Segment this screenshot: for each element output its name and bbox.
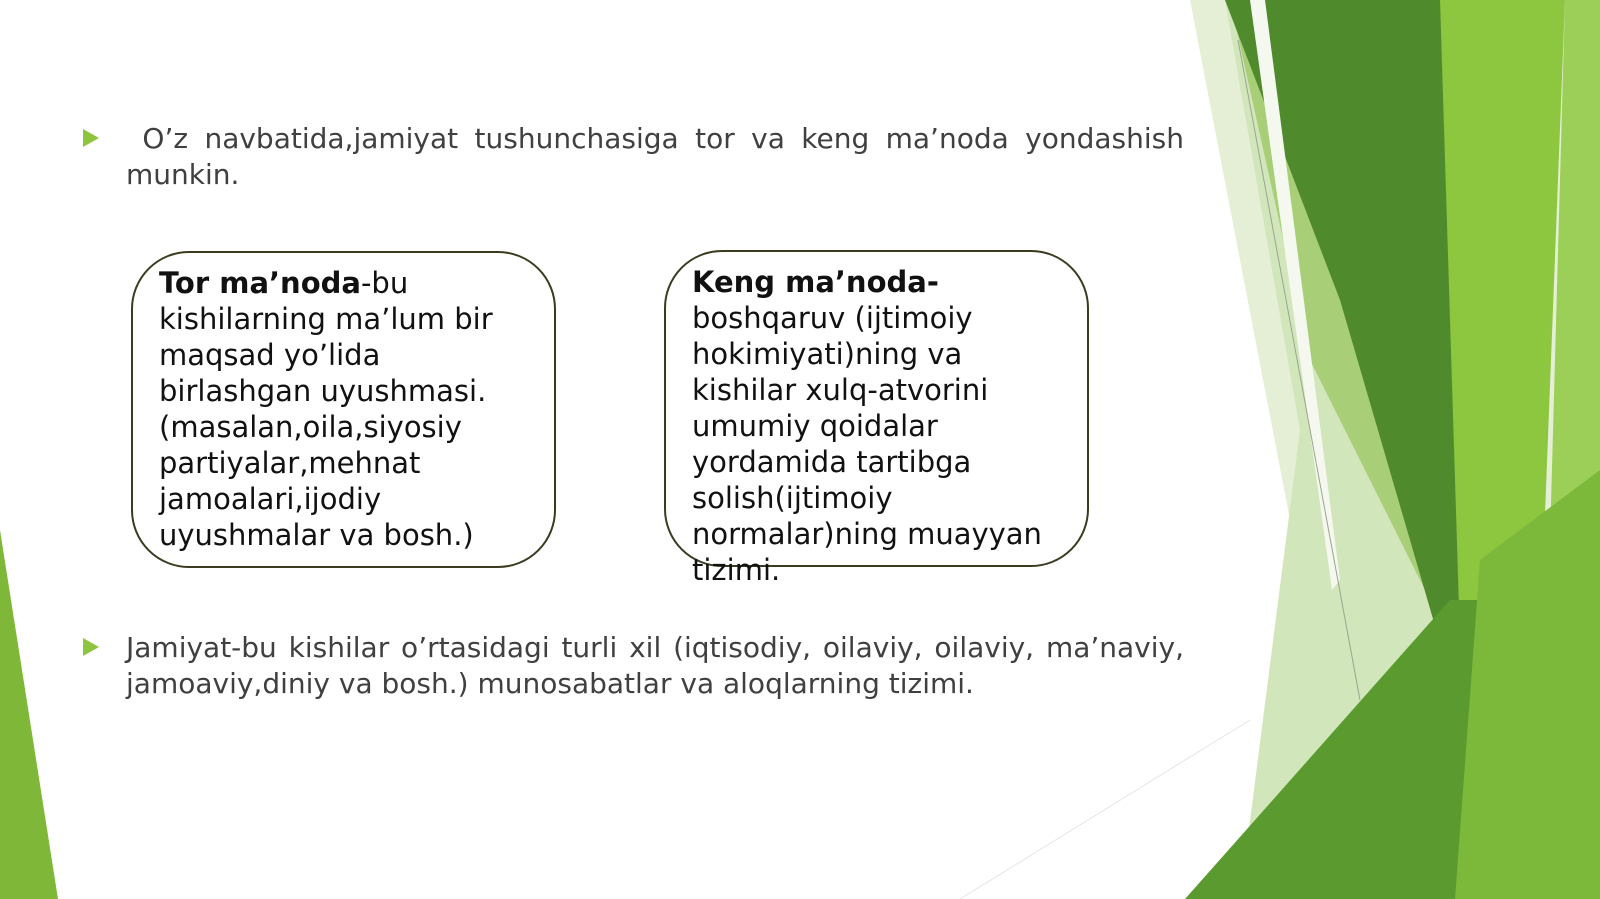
- bullet-text-1: O’z navbatida,jamiyat tushunchasiga tor va keng ma’noda yondashish munkin.: [126, 122, 1193, 191]
- narrow-meaning-definition: -bu kishilarning ma’lum bir maqsad yo’lida birlashgan uyushmasi.(masalan,oila,siyosiy partiyalar,mehnat jamoalari,ijodiy uyushmalar va bosh.): [159, 266, 493, 552]
- narrow-meaning-box: [131, 251, 556, 568]
- narrow-meaning-term: Tor ma’noda: [159, 266, 361, 300]
- broad-meaning-definition: boshqaruv (ijtimoiy hokimiyati)ning va kishilar xulq-atvorini umumiy qoidalar yordamida tartibga solish(ijtimoiy normalar)ning muayyan tizimi.: [692, 301, 1042, 587]
- broad-meaning-box: [664, 250, 1089, 587]
- lower-thin-line: [960, 720, 1250, 899]
- bullet-paragraph-1: [126, 121, 1193, 193]
- triangle-right-icon: [83, 638, 99, 656]
- left-green-wedge: [0, 530, 58, 899]
- triangle-right-icon: [83, 129, 99, 147]
- bullet-paragraph-2: [126, 630, 1184, 702]
- bullet-text-2: Jamiyat-bu kishilar o’rtasidagi turli xil (iqtisodiy, oilaviy, oilaviy, ma’naviy, jamoaviy,diniy va bosh.) munosabatlar va aloqlarning tizimi.: [126, 631, 1184, 700]
- broad-meaning-term: Keng ma’noda-: [692, 265, 939, 299]
